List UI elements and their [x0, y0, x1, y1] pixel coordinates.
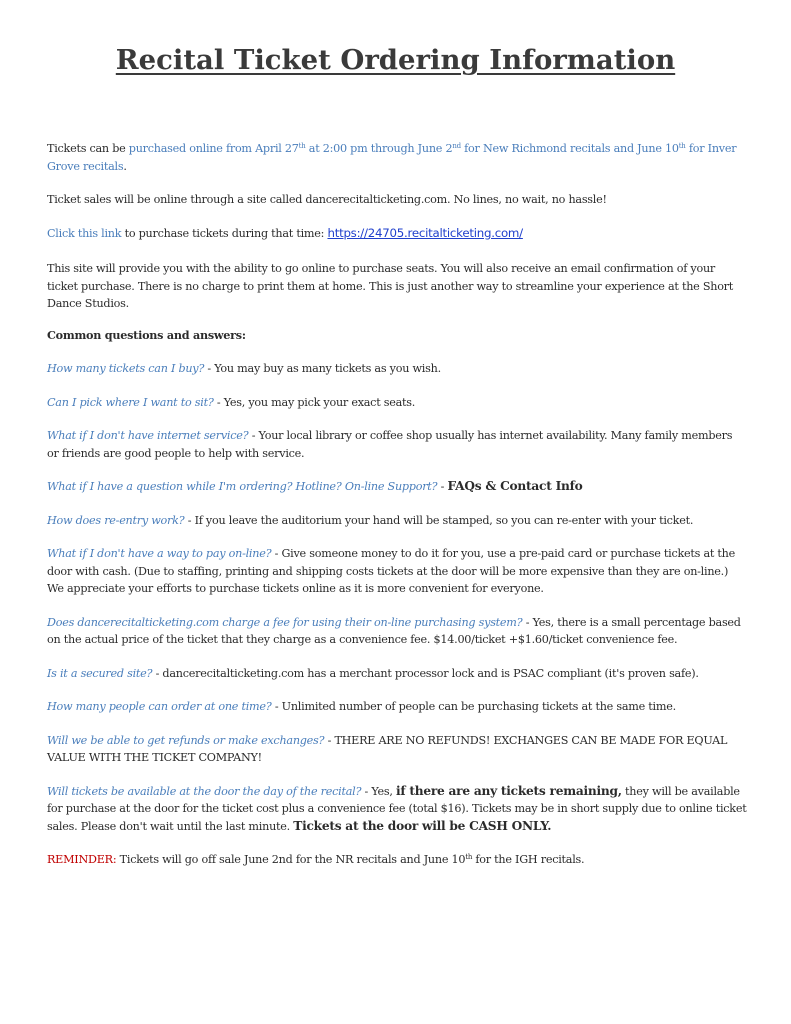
- faq-answer: -: [437, 480, 448, 493]
- faq-item: [47, 478, 747, 496]
- faq-question: Is it a secured site?: [47, 666, 153, 680]
- faq-list: [47, 360, 747, 835]
- faq-question: Can I pick where I want to sit?: [47, 395, 214, 409]
- faq-answer: - Yes, there is a small percentage based on the actual price of the ticket that they charge as a convenience fee. $14.00/ticket +$1.60/ticket convenience fee.: [47, 615, 741, 646]
- faq-answer: - Yes, you may pick your exact seats.: [213, 395, 416, 409]
- faq-answer: - THERE ARE NO REFUNDS! EXCHANGES CAN BE MADE FOR EQUAL VALUE WITH THE TICKET COMPANY!: [47, 733, 728, 764]
- faq-contact-link[interactable]: FAQs & Contact Info: [447, 479, 583, 493]
- reminder-label: REMINDER:: [47, 853, 117, 866]
- faq-answer-emphasis: if there are any tickets remaining,: [395, 783, 622, 798]
- ordinal-sup: th: [465, 853, 473, 861]
- intro-end: .: [123, 159, 127, 173]
- faq-question: How does re-entry work?: [47, 513, 185, 527]
- faq-question: What if I have a question while I'm ordering? Hotline? On-line Support?: [47, 480, 438, 493]
- faq-item: [47, 614, 747, 649]
- reminder-text-end: for the IGH recitals.: [472, 853, 585, 866]
- faq-question: What if I don't have internet service?: [47, 429, 249, 442]
- reminder: [47, 851, 747, 869]
- faq-answer: - You may buy as many tickets as you wish.: [204, 362, 441, 375]
- ticketing-url-link[interactable]: https://24705.recitalticketing.com/: [327, 225, 523, 240]
- faq-answer-cont: they will be available for purchase at the door for the ticket cost plus a convenience fee (total $16). Tickets may be in short supply due to online ticket sales. Please don't wait until the last minute.: [47, 784, 747, 833]
- intro-paragraph-dates: [47, 140, 747, 175]
- dates-highlight: [47, 142, 736, 173]
- dates-text-c: for New Richmond recitals and June 10: [460, 142, 679, 155]
- faq-question: How many tickets can I buy?: [47, 362, 205, 375]
- link-intro-text: to purchase tickets during that time:: [121, 226, 328, 240]
- faq-answer: - Your local library or coffee shop usually has internet availability. Many family members or friends are good people to help with service.: [47, 429, 733, 460]
- faq-item: [47, 545, 747, 598]
- click-link-label[interactable]: Click this link: [47, 226, 122, 240]
- faq-question: What if I don't have a way to pay on-line?: [47, 547, 272, 560]
- ordinal-sup: th: [298, 142, 306, 150]
- dates-text-d: for Inver Grove recitals: [47, 142, 737, 173]
- faq-item: [47, 732, 747, 767]
- faq-item: [47, 394, 747, 412]
- ordinal-sup: th: [678, 142, 686, 150]
- page-title: Recital Ticket Ordering Information: [115, 44, 676, 76]
- faq-question: Will we be able to get refunds or make exchanges?: [47, 733, 325, 747]
- faq-item: [47, 698, 747, 716]
- faq-heading: Common questions and answers:: [47, 327, 246, 342]
- document-body: [47, 140, 747, 869]
- cash-only-notice: Tickets at the door will be CASH ONLY.: [293, 818, 552, 833]
- intro-paragraph-details: This site will provide you with the ability to go online to purchase seats. You will also receive an email confirmation of your ticket purchase. There is no charge to print them at home. This is just another way to streamline your experience at the Short Dance Studios.: [47, 262, 734, 310]
- intro-paragraph-link: [47, 225, 747, 243]
- reminder-text: Tickets will go off sale June 2nd for the NR recitals and June 10: [116, 853, 466, 866]
- faq-answer: - Unlimited number of people can be purchasing tickets at the same time.: [271, 700, 676, 713]
- dates-text-a: purchased online from April 27: [128, 142, 299, 155]
- faq-answer: - Yes,: [361, 784, 396, 798]
- faq-item: [47, 427, 747, 462]
- faq-question: Does dancerecitalticketing.com charge a fee for using their on-line purchasing system?: [47, 615, 523, 629]
- faq-answer: - dancerecitalticketing.com has a merchant processor lock and is PSAC compliant (it's proven safe).: [152, 666, 699, 680]
- dates-text-b: at 2:00 pm through June 2: [305, 142, 453, 155]
- faq-answer: - If you leave the auditorium your hand will be stamped, so you can re-enter with your ticket.: [184, 513, 694, 527]
- intro-text: Tickets can be: [47, 142, 129, 155]
- ordinal-sup: nd: [452, 142, 461, 150]
- intro-paragraph-site: Ticket sales will be online through a site called dancerecitalticketing.com. No lines, no wait, no hassle!: [47, 193, 607, 206]
- faq-question: How many people can order at one time?: [47, 700, 272, 713]
- faq-item: [47, 783, 747, 836]
- faq-answer: - Give someone money to do it for you, use a pre-paid card or purchase tickets at the door with cash. (Due to staffing, printing and shipping costs tickets at the door will be more expensive than they are on-line.) We appreciate your efforts to purchase tickets online as it is more convenient for everyone.: [47, 547, 736, 595]
- faq-item: [47, 665, 747, 683]
- faq-question: Will tickets be available at the door the day of the recital?: [47, 784, 362, 798]
- faq-item: [47, 360, 747, 378]
- faq-item: [47, 512, 747, 530]
